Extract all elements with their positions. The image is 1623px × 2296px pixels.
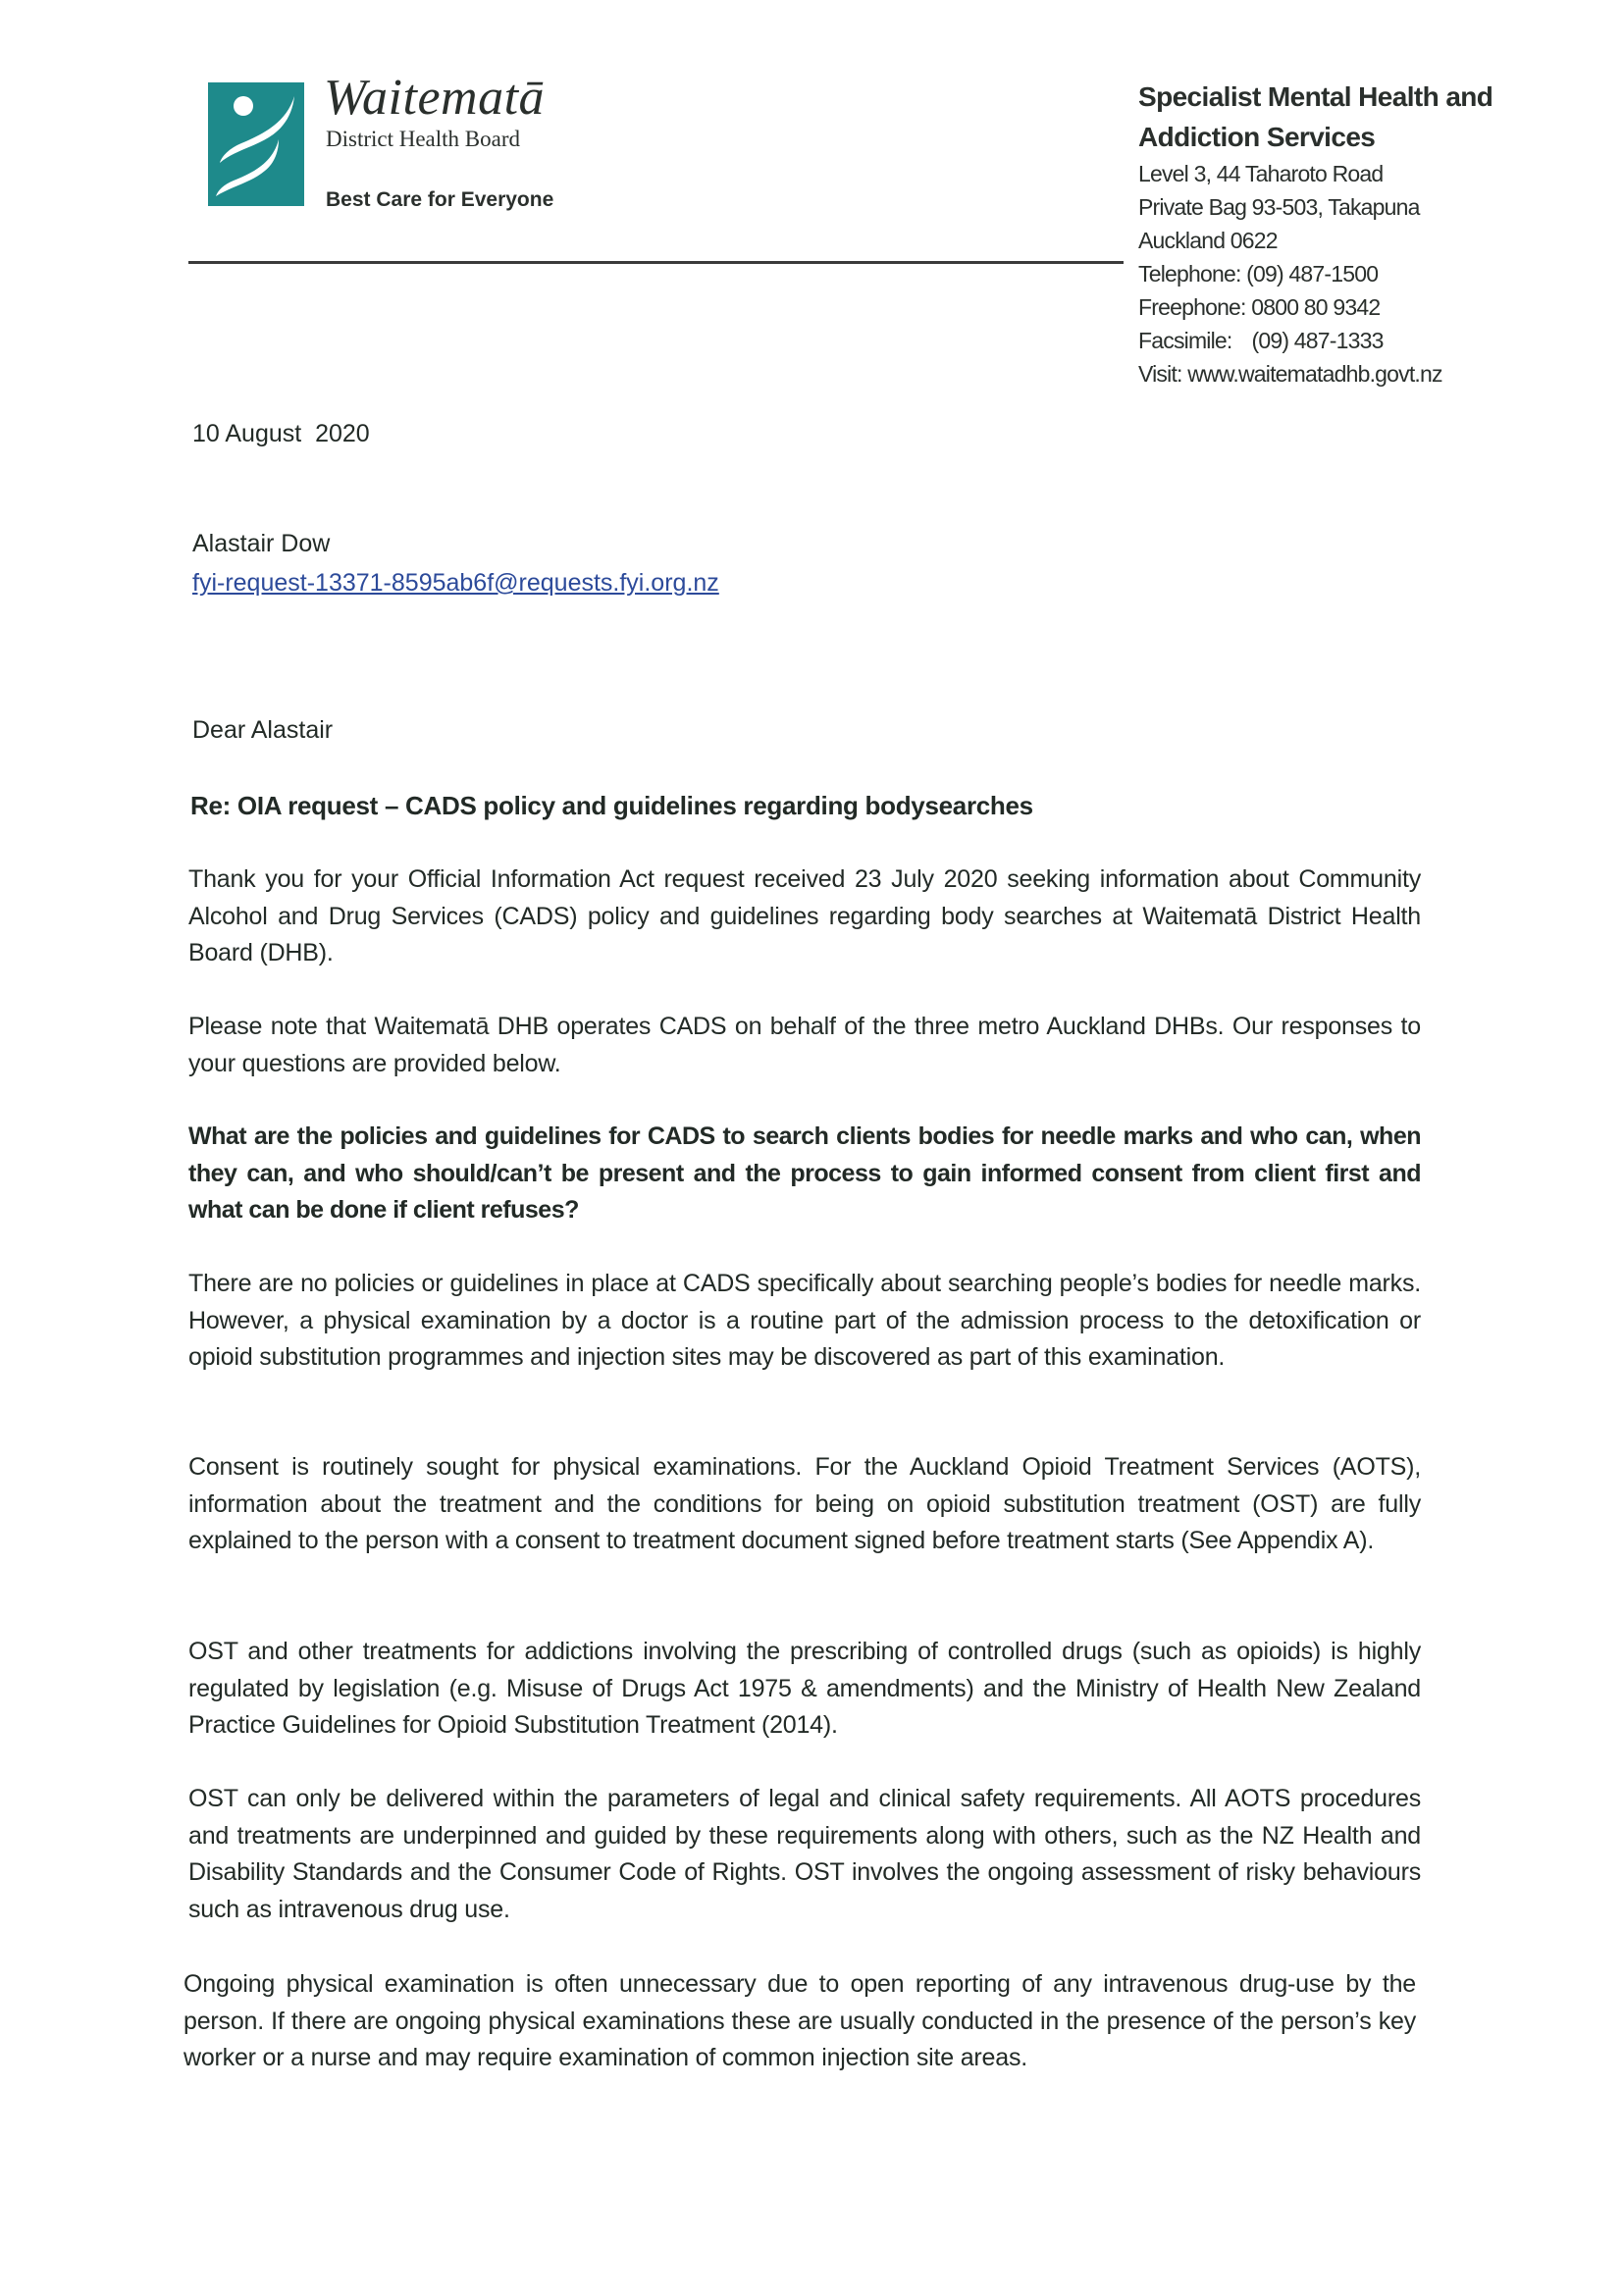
salutation: Dear Alastair (192, 716, 334, 744)
body-paragraph: OST can only be delivered within the parameters of legal and clinical safety requirements. All AOTS procedures and treatments are underpinned and guided by these requirements along with others, such as the NZ Health and Disability Standards and the Consumer Code of Rights. OST involves the ongoing assessment of risky behaviours such as intravenous drug use. (188, 1785, 1421, 1923)
facsimile-label: Facsimile: (1138, 328, 1232, 353)
sender-address-block (1138, 77, 1609, 391)
facsimile-value: (09) 487-1333 (1251, 328, 1384, 353)
letterhead-divider (188, 261, 1124, 264)
dhb-figure-logo-icon (208, 82, 304, 206)
body-paragraph: Please note that Waitematā DHB operates CADS on behalf of the three metro Auckland DHBs. Our responses to your questions are provided below. (188, 1013, 1421, 1077)
logo-figure-svg (208, 82, 304, 206)
facsimile (1138, 324, 1609, 357)
org-subtitle: District Health Board (326, 127, 521, 151)
org-name: Waitematā (324, 70, 546, 126)
body-paragraph: Ongoing physical examination is often unnecessary due to open reporting of any intravenous drug-use by the person. If there are ongoing physical examinations these are usually conducted in the presence of the person’s key worker or a nurse and may require examination of common injection site areas. (183, 1970, 1416, 2071)
address-line-3: Auckland 0622 (1138, 228, 1278, 253)
body-paragraph: OST and other treatments for addictions involving the prescribing of controlled drugs (such as opioids) is highly regulated by legislation (e.g. Misuse of Drugs Act 1975 & amendments) and the Ministry of Health New Zealand Practice Guidelines for Opioid Substitution Treatment (2014). (188, 1638, 1421, 1739)
website: Visit: www.waitematadhb.govt.nz (1138, 361, 1442, 387)
recipient-email-link[interactable]: fyi-request-13371-8595ab6f@requests.fyi.org.nz (192, 569, 719, 597)
body-paragraph: Thank you for your Official Information Act request received 23 July 2020 seeking information about Community Alcohol and Drug Services (CADS) policy and guidelines regarding body searches at Waitematā District Health Board (DHB). (188, 865, 1421, 966)
letter-date: 10 August 2020 (192, 420, 370, 447)
telephone: Telephone: (09) 487-1500 (1138, 261, 1379, 287)
department-line-2: Addiction Services (1138, 122, 1376, 152)
subject-line: Re: OIA request – CADS policy and guidelines regarding bodysearches (190, 791, 1033, 820)
freephone: Freephone: 0800 80 9342 (1138, 294, 1381, 320)
org-tagline: Best Care for Everyone (326, 188, 554, 211)
recipient-name: Alastair Dow (192, 530, 331, 557)
body-paragraph: There are no policies or guidelines in place at CADS specifically about searching people’s bodies for needle marks. However, a physical examination by a doctor is a routine part of the admission process to the detoxification or opioid substitution programmes and injection sites may be discovered as part of this examination. (188, 1270, 1421, 1371)
body-paragraph: Consent is routinely sought for physical examinations. For the Auckland Opioid Treatment Services (AOTS), information about the treatment and the conditions for being on opioid substitution treatment (OST) are fully explained to the person with a consent to treatment document signed before treatment starts (See Appendix A). (188, 1453, 1421, 1554)
department-line-1: Specialist Mental Health and (1138, 81, 1493, 112)
address-line-2: Private Bag 93-503, Takapuna (1138, 194, 1420, 220)
question-paragraph: What are the policies and guidelines for CADS to search clients bodies for needle marks and who can, when they can, and who should/can’t be present and the process to gain informed consent from client first and what can be done if client refuses? (188, 1122, 1421, 1224)
address-line-1: Level 3, 44 Taharoto Road (1138, 161, 1384, 186)
